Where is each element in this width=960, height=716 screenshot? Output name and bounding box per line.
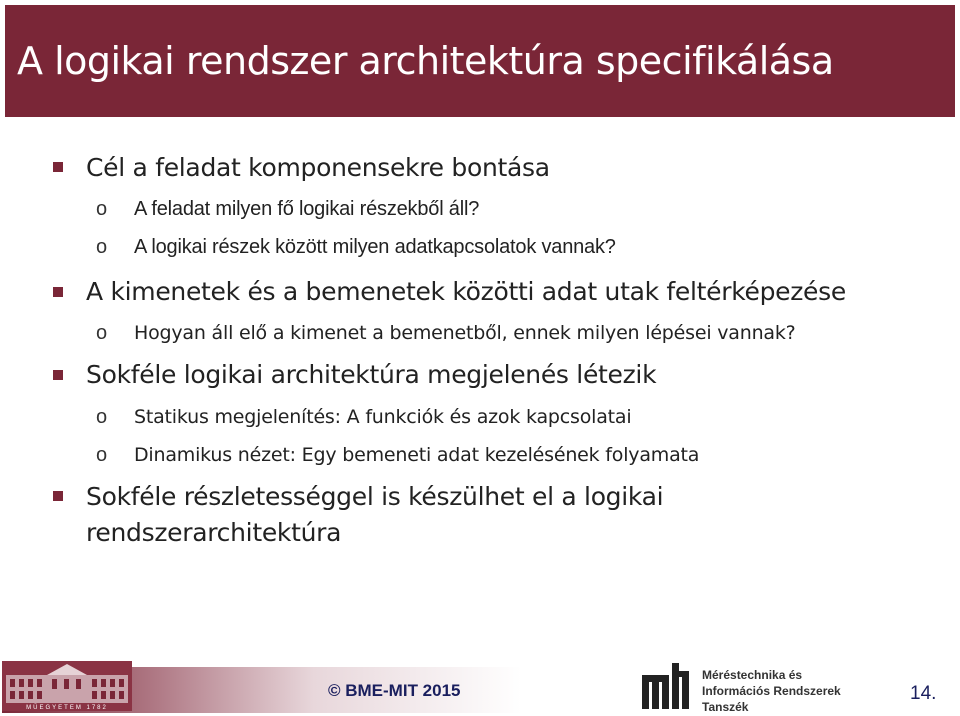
building-caption: MŰEGYETEM 1782 xyxy=(26,705,108,711)
department-name xyxy=(702,667,841,715)
circle-bullet-icon: o xyxy=(96,444,108,466)
circle-bullet-icon: o xyxy=(96,322,108,344)
university-building-logo xyxy=(2,661,132,711)
bullet-square-icon xyxy=(53,287,63,297)
bullet-3-sub-1: Statikus megjelenítés: A funkciók és azok kapcsolatai xyxy=(134,406,632,428)
bullet-3-sub-2: Dinamikus nézet: Egy bemeneti adat kezelésének folyamata xyxy=(134,444,700,466)
bullet-4-line-2: rendszerarchitektúra xyxy=(86,518,342,547)
circle-bullet-icon: o xyxy=(96,406,108,428)
bullet-2-sub-1: Hogyan áll elő a kimenet a bemenetből, ennek milyen lépései vannak? xyxy=(134,322,796,344)
mit-department-logo xyxy=(640,661,692,711)
bullet-square-icon xyxy=(53,162,63,172)
circle-bullet-icon: o xyxy=(96,236,108,258)
bullet-3: Sokféle logikai architektúra megjelenés létezik xyxy=(86,360,657,389)
bullet-4-line-1: Sokféle részletességgel is készülhet el a logikai xyxy=(86,482,664,511)
bullet-1-sub-1: A feladat milyen fő logikai részekből áll? xyxy=(134,198,480,220)
bullet-square-icon xyxy=(53,370,63,380)
bullet-1: Cél a feladat komponensekre bontása xyxy=(86,153,550,182)
page-number: 14. xyxy=(910,683,937,704)
footer xyxy=(0,655,960,716)
bullet-square-icon xyxy=(53,491,63,501)
title-bar xyxy=(5,5,955,117)
department-line-1: Méréstechnika és xyxy=(702,668,803,682)
copyright-label: © BME-MIT 2015 xyxy=(328,681,461,700)
department-line-2: Információs Rendszerek xyxy=(702,684,841,698)
slide-title: A logikai rendszer architektúra specifikálása xyxy=(17,39,834,83)
circle-bullet-icon: o xyxy=(96,198,108,220)
department-line-3: Tanszék xyxy=(702,700,749,714)
bullet-1-sub-2: A logikai részek között milyen adatkapcsolatok vannak? xyxy=(134,236,616,258)
bullet-2: A kimenetek és a bemenetek közötti adat utak feltérképezése xyxy=(86,277,846,306)
